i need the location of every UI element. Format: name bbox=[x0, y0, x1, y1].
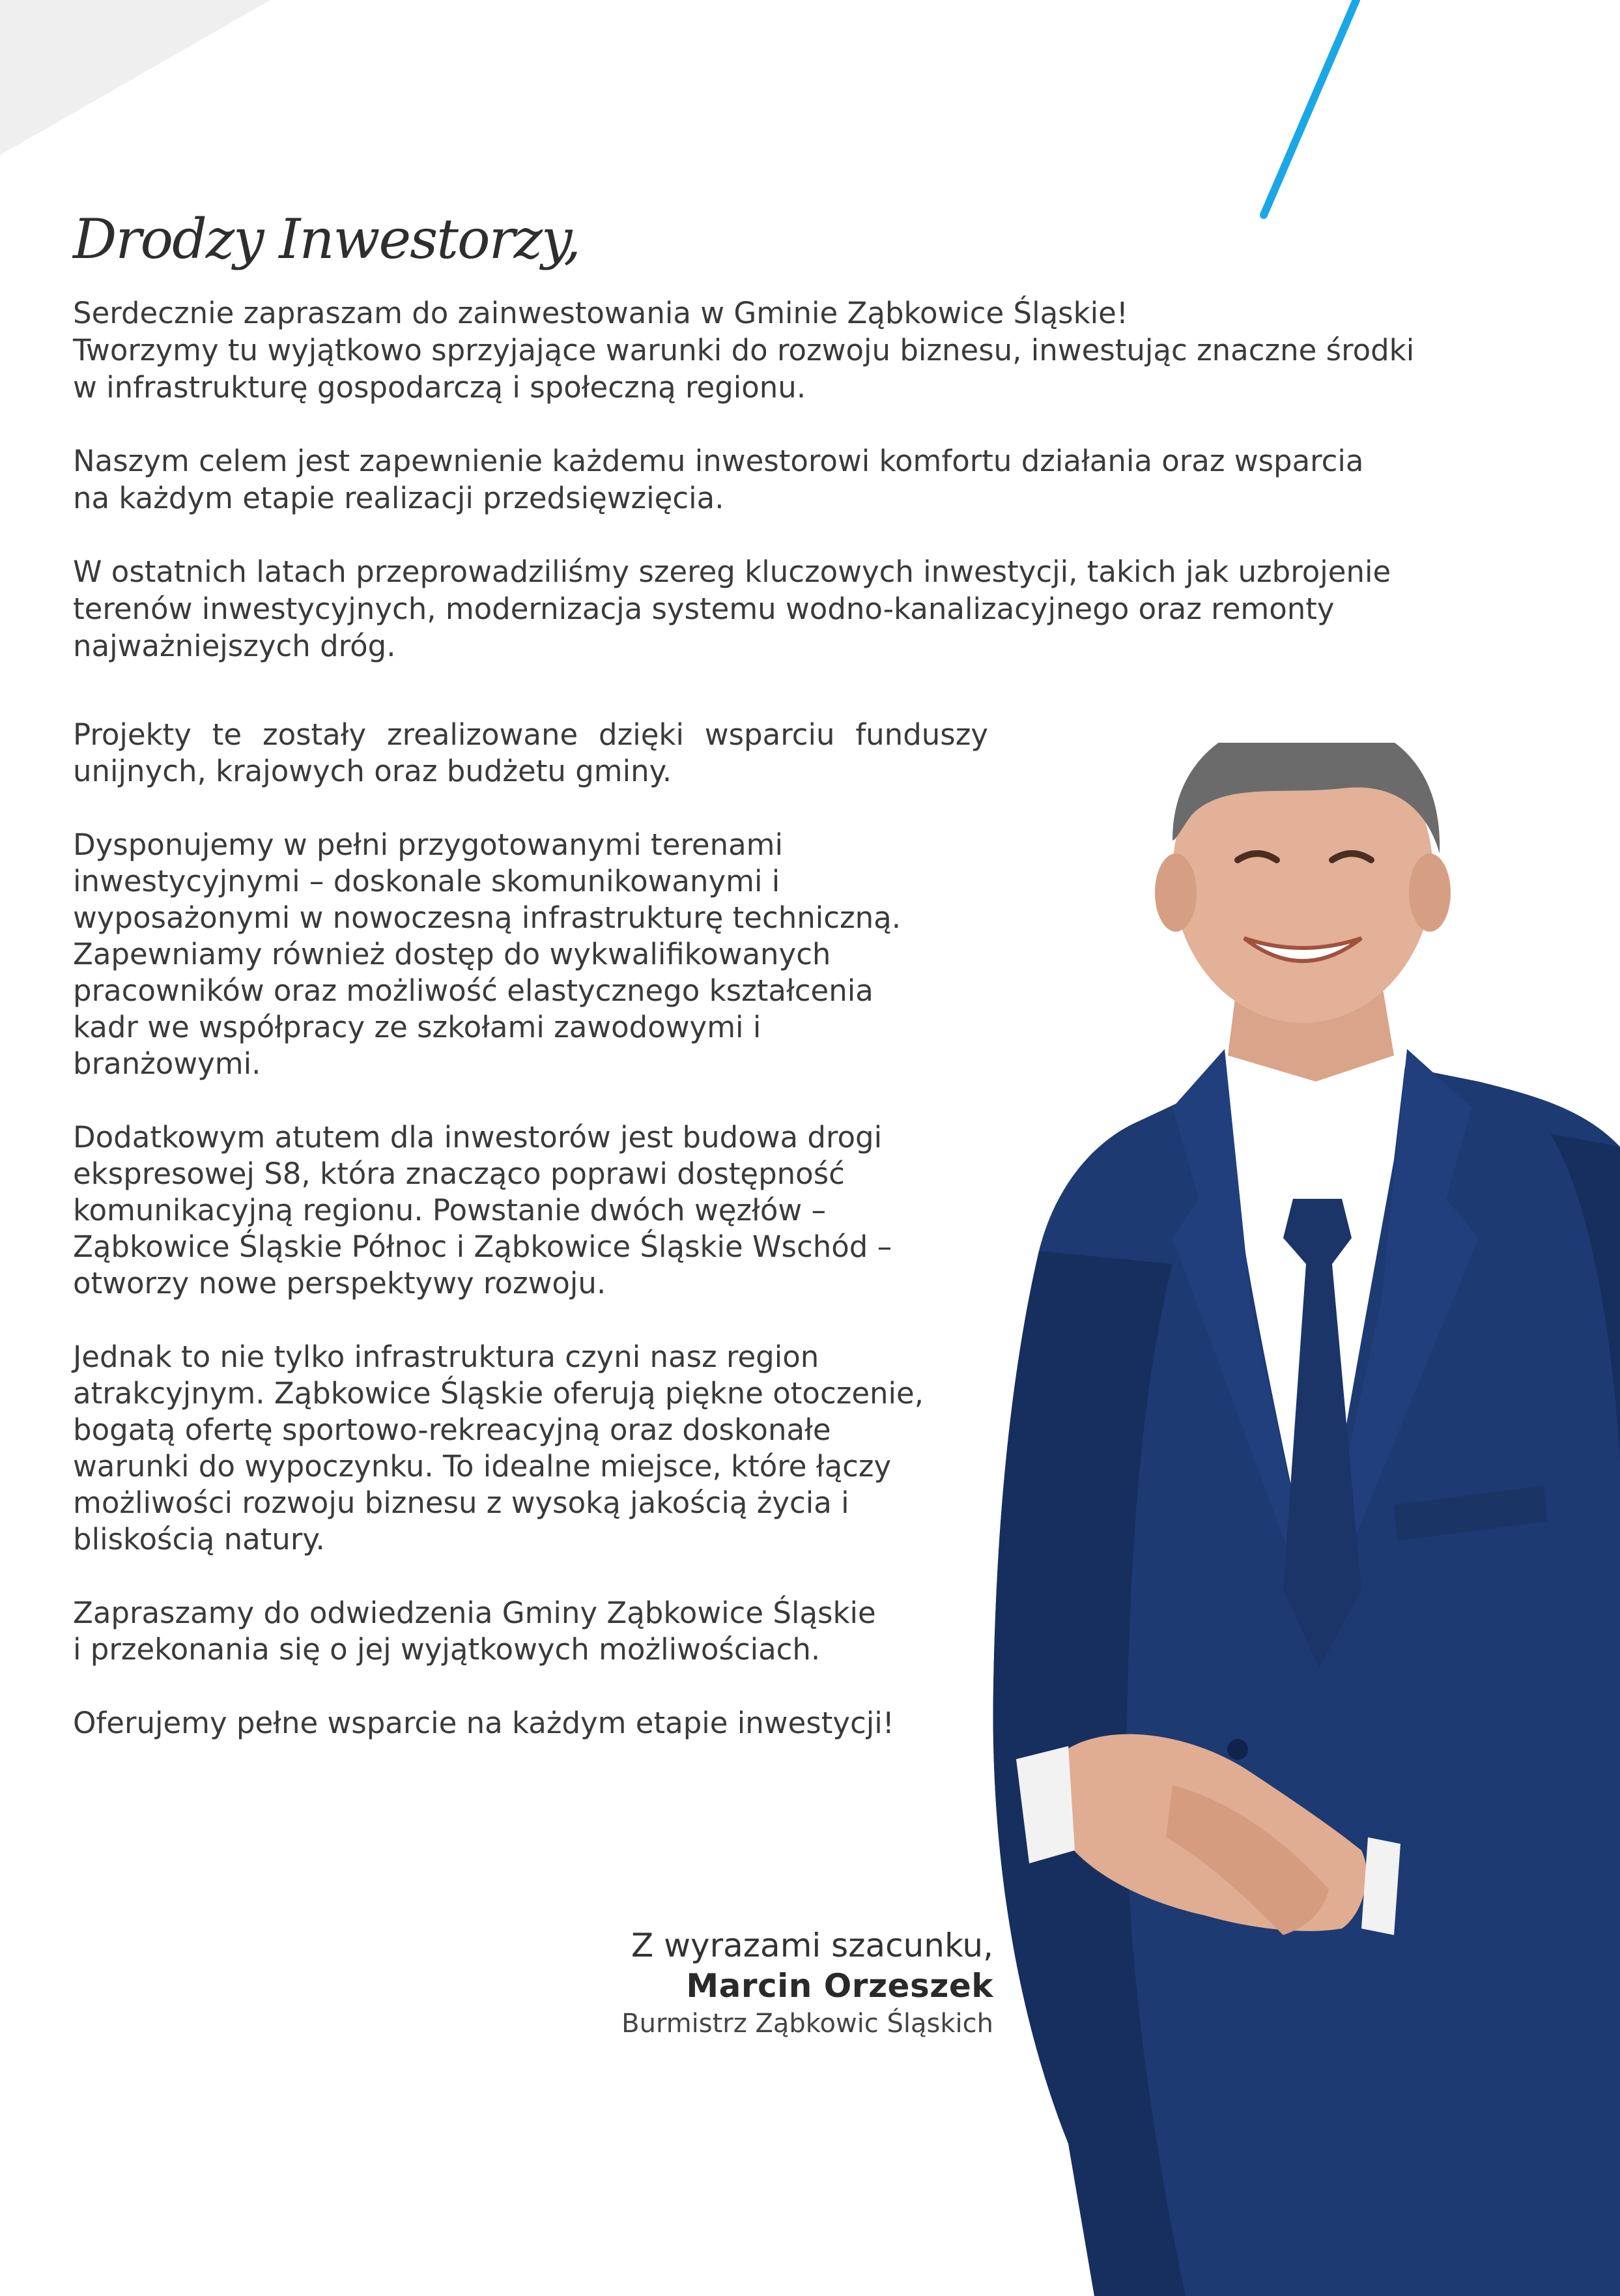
body-column bbox=[73, 717, 1011, 1779]
body-paragraph: Projekty te zostały zrealizowane dzięki wsparciu funduszy unijnych, krajowych oraz budżetu gminy. bbox=[73, 717, 988, 788]
body-paragraph: Oferujemy pełne wsparcie na każdym etapie inwestycji! bbox=[73, 1706, 894, 1740]
intro-text bbox=[73, 294, 1571, 701]
intro-paragraph: Naszym celem jest zapewnienie każdemu inwestorowi komfortu działania oraz wsparcia na każdym etapie realizacji przedsięwzięcia. bbox=[73, 444, 1364, 515]
body-paragraph: Zapraszamy do odwiedzenia Gminy Ząbkowice Śląskie i przekonania się o jej wyjątkowych możliwościach. bbox=[73, 1596, 876, 1667]
signature-role: Burmistrz Ząbkowic Śląskich bbox=[621, 2009, 993, 2039]
body-paragraph: Dodatkowym atutem dla inwestorów jest budowa drogi ekspresowej S8, która znacząco poprawi dostępność komunikacyjną regionu. Powstanie dwóch węzłów – Ząbkowice Śląskie Północ i Ząbkowice Śląskie Wschód – otworzy nowe perspektywy rozwoju. bbox=[73, 1120, 892, 1300]
signature-block bbox=[456, 1925, 993, 2041]
body-paragraph: Jednak to nie tylko infrastruktura czyni nasz region atrakcyjnym. Ząbkowice Śląskie oferują piękne otoczenie, bogatą ofertę sportowo-rekreacyjną oraz doskonałe warunki do wypoczynku. To idealne miejsce, które łączy możliwości rozwoju biznesu z wysoką jakością życia i bliskością natury. bbox=[73, 1340, 924, 1557]
signature-greeting: Z wyrazami szacunku, bbox=[631, 1927, 993, 1964]
letter-title: Drodzy Inwestorzy, bbox=[73, 207, 580, 271]
signature-name: Marcin Orzeszek bbox=[686, 1967, 993, 2005]
body-paragraph: Dysponujemy w pełni przygotowanymi terenami inwestycyjnymi – doskonale skomunikowanymi i wyposażonymi w nowoczesną infrastrukturę techniczną. Zapewniamy również dostęp do wykwalifikowanych pracowników oraz możliwość elastycznego kształcenia kadr we współpracy ze szkołami zawodowymi i branżowymi. bbox=[73, 827, 902, 1081]
intro-paragraph: W ostatnich latach przeprowadziliśmy szereg kluczowych inwestycji, takich jak uzbrojenie terenów inwestycyjnych, modernizacja systemu wodno-kanalizacyjnego oraz remonty najważniejszych dróg. bbox=[73, 554, 1391, 663]
portrait-photo bbox=[977, 743, 1620, 2296]
intro-paragraph: Serdecznie zapraszam do zainwestowania w Gminie Ząbkowice Śląskie! Tworzymy tu wyjątkowo sprzyjające warunki do rozwoju biznesu, inwestując znaczne środki w infrastrukturę gospodarczą i społeczną regionu. bbox=[73, 296, 1415, 405]
accent-line-decoration bbox=[0, 0, 1620, 222]
